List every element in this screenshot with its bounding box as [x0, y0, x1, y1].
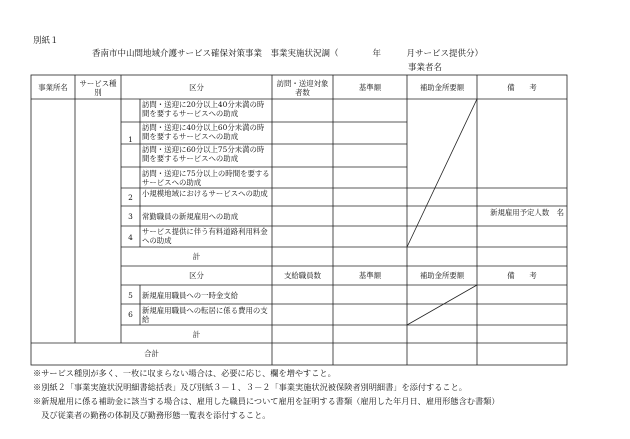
header-category: 区分 — [189, 83, 204, 92]
note-line: ※別紙２「事業実施状況明細書総括表」及び別紙３－１、３－２「事業実施状況被保険者別明細書」を添付すること。 — [33, 382, 467, 392]
header-remarks: 備 考 — [507, 83, 537, 92]
row-number: 4 — [128, 233, 133, 242]
row-number: 2 — [128, 193, 133, 202]
header-visits: 訪問・送迎対象者数 — [276, 79, 329, 97]
header-service-type: サービス種別 — [79, 79, 117, 97]
category-item: 小規模地域におけるサービスへの助成 — [142, 189, 268, 198]
header-staff: 支給職員数 — [284, 271, 321, 280]
category-item: 常勤職員の新規雇用への助成 — [142, 212, 239, 221]
subtotal-label: 計 — [192, 330, 201, 339]
category-item: 新規雇用職員への転居に係る費用の支給 — [142, 306, 268, 324]
category-item: 新規雇用職員への一時金支給 — [142, 291, 239, 300]
row-number: 5 — [128, 291, 133, 300]
note-line: 及び従業者の勤務の体制及び勤務形態一覧表を添付すること。 — [33, 410, 271, 420]
subtotal-label: 計 — [192, 252, 201, 261]
document-label: 別紙１ — [33, 36, 59, 46]
note-line: ※新規雇用に係る補助金に該当する場合は、雇用した職員について雇用を証明する書類（雇用した年月日、雇用形態含む書類） — [33, 396, 500, 406]
header-base-amount-2: 基準額 — [358, 271, 382, 280]
category-item: 訪問・送迎に60分以上75分未満の時間を要するサービスへの助成 — [142, 145, 265, 163]
row-number: 1 — [128, 135, 133, 144]
header-office: 事業所名 — [38, 83, 68, 92]
note-line: ※サービス種別が多く、一枚に収まらない場合は、必要に応じ、欄を増やすこと。 — [33, 368, 336, 378]
remark-new-hire-count: 新規雇用予定人数 名 — [490, 208, 564, 217]
category-item: サービス提供に伴う有料道路利用料金への助成 — [142, 227, 268, 245]
row-number: 3 — [128, 212, 133, 221]
row-number: 6 — [128, 310, 133, 319]
operator-name-label: 事業者名 — [408, 63, 443, 73]
header-base-amount: 基準額 — [358, 83, 382, 92]
category-item: 訪問・送迎に40分以上60分未満の時間を要するサービスへの助成 — [142, 123, 265, 141]
category-item: 訪問・送迎に20分以上40分未満の時間を要するサービスへの助成 — [142, 100, 265, 118]
header-subsidy-required: 補助金所要額 — [419, 83, 465, 92]
document-title: 香南市中山間地域介護サービス確保対策事業 事業実施状況調（ 年 月サービス提供分） — [92, 49, 484, 59]
header-subsidy-required-2: 補助金所要額 — [419, 271, 465, 280]
total-label: 合計 — [144, 349, 159, 358]
header-category-2: 区分 — [189, 271, 204, 280]
header-remarks-2: 備 考 — [507, 271, 537, 280]
category-item: 訪問・送迎に75分以上の時間を要するサービスへの助成 — [142, 169, 270, 187]
